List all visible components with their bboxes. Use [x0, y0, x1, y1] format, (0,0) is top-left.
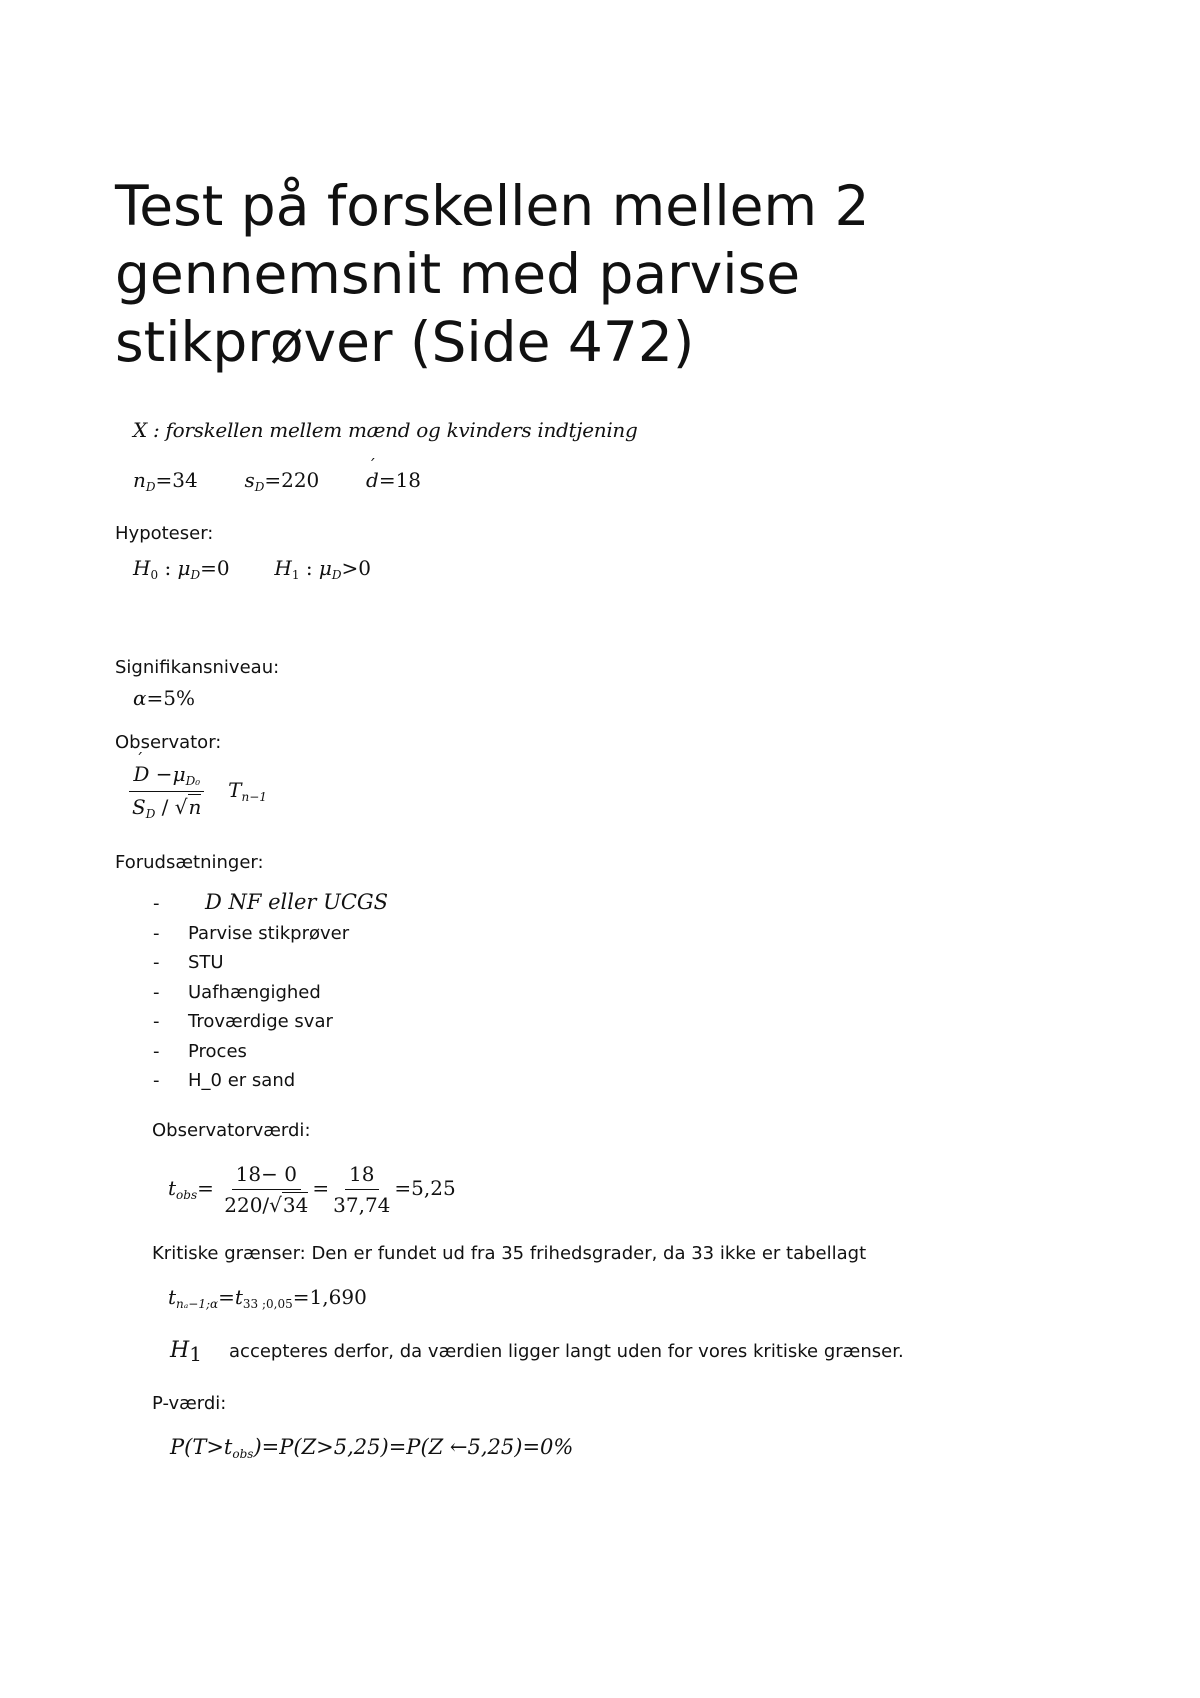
equals-sign: =	[197, 1176, 214, 1200]
fraction-two	[329, 1162, 394, 1217]
s-value: =220	[264, 468, 320, 492]
p-expr-part: )=P	[253, 1435, 294, 1459]
list-item	[153, 1070, 753, 1100]
equals-sign: =	[312, 1176, 330, 1200]
h0-symbol: H	[133, 556, 151, 580]
critical-t2-subscript: 33 ;0,05	[242, 1297, 293, 1311]
h1-symbol: H	[274, 556, 292, 580]
h0-colon: :	[158, 556, 178, 580]
conclusion-h-symbol: H	[170, 1338, 190, 1363]
variable-symbol: X	[133, 418, 147, 442]
conclusion-text: accepteres derfor, da værdien ligger langt uden for vores kritiske grænser.	[229, 1341, 904, 1362]
h1-mu: μ	[318, 556, 332, 580]
h1-relation: >0	[341, 556, 372, 580]
d-bar-symbol: ´ d	[366, 468, 379, 492]
n-subscript: D	[145, 480, 156, 494]
n-symbol: n	[133, 468, 146, 492]
h0-relation: =0	[200, 556, 230, 580]
list-item	[153, 1041, 753, 1071]
observator-radical: √	[174, 795, 188, 819]
list-item	[153, 952, 753, 982]
list-item-text: H_0 er sand	[188, 1070, 296, 1091]
critical-formula	[168, 1285, 367, 1311]
s-subscript: D	[254, 480, 265, 494]
conclusion	[170, 1338, 904, 1366]
observator-d-bar: ´ D	[133, 762, 149, 786]
critical-equals-t: =t	[218, 1285, 243, 1309]
alpha-value: =5%	[146, 686, 196, 710]
significance-heading: Signifikansniveau:	[115, 657, 280, 678]
p-expr-part: (Z ←5,25)=0%	[420, 1435, 574, 1459]
list-item	[153, 890, 753, 923]
significance-formula	[133, 686, 195, 710]
hypotheses-heading: Hypoteser:	[115, 523, 214, 544]
list-item-text: Uafhængighed	[188, 981, 321, 1003]
observator-s: S	[132, 795, 146, 819]
radical-sign: √	[269, 1193, 282, 1217]
list-dash: -	[153, 952, 160, 973]
hypotheses-formula	[133, 556, 371, 582]
page-title	[115, 172, 1115, 376]
s-symbol: s	[244, 468, 255, 492]
p-symbol: P	[170, 1435, 185, 1459]
list-item-text: D NF eller UCGS	[205, 890, 389, 914]
t-symbol: t	[168, 1176, 177, 1200]
list-item	[153, 982, 753, 1012]
list-dash: -	[153, 1070, 160, 1091]
list-item-text: Parvise stikprøver	[188, 922, 350, 944]
p-expr-subscript: obs	[232, 1447, 254, 1461]
list-item-text: Proces	[188, 1040, 247, 1062]
p-expr-part: (Z>5,25)=P	[293, 1435, 421, 1459]
list-dash: -	[153, 1040, 160, 1062]
h1-subscript: 1	[291, 568, 300, 582]
variable-definition	[133, 418, 638, 442]
observed-value-formula	[168, 1162, 456, 1217]
distribution-t: T	[228, 778, 242, 802]
distribution-df: n−1	[241, 790, 267, 804]
critical-text: Kritiske grænser: Den er fundet ud fra 35 frihedsgrader, da 33 ikke er tabellagt	[152, 1243, 867, 1264]
d-value: =18	[378, 468, 422, 492]
list-item	[153, 1011, 753, 1041]
title-line: gennemsnit med parvise	[115, 242, 801, 306]
h1-mu-subscript: D	[331, 568, 342, 582]
list-dash: -	[153, 981, 160, 1003]
title-line: stikprøver (Side 472)	[115, 310, 695, 374]
observator-formula	[128, 762, 267, 821]
n-value: =34	[155, 468, 198, 492]
observed-value-heading: Observatorværdi:	[152, 1120, 311, 1141]
sample-statistics	[133, 468, 421, 494]
alpha-symbol: α	[133, 686, 147, 710]
t-subscript: obs	[176, 1188, 198, 1202]
critical-t: t	[168, 1285, 177, 1309]
observator-fraction	[128, 762, 205, 821]
assumptions-heading: Forudsætninger:	[115, 852, 264, 873]
list-item	[153, 923, 753, 953]
title-line: Test på forskellen mellem 2	[115, 174, 870, 238]
p-expr-part: (T>t	[184, 1435, 233, 1459]
critical-result: =1,690	[292, 1285, 367, 1309]
observator-s-subscript: D	[145, 807, 156, 821]
list-item-text: STU	[188, 952, 224, 973]
observator-slash: /	[155, 795, 175, 819]
list-item-text: Troværdige svar	[188, 1011, 333, 1032]
observator-denominator	[128, 792, 205, 821]
observator-mu: μ	[172, 762, 186, 786]
observator-n: n	[188, 795, 202, 819]
conclusion-h-subscript: 1	[189, 1342, 202, 1366]
fraction-two-denominator: 37,74	[333, 1193, 391, 1217]
variable-colon: :	[146, 418, 166, 442]
list-dash: -	[153, 1011, 160, 1032]
p-value-heading: P-værdi:	[152, 1393, 227, 1414]
assumptions-list	[153, 890, 753, 1100]
fraction-one-numerator: 18− 0	[232, 1162, 301, 1190]
observator-mu-subscript: D₀	[185, 774, 201, 788]
critical-t-subscript: nₐ−1;α	[176, 1297, 219, 1311]
observed-result: =5,25	[394, 1176, 456, 1200]
observator-heading: Observator:	[115, 732, 222, 753]
p-value-formula	[170, 1435, 573, 1461]
observator-minus: −	[149, 762, 173, 786]
h0-subscript: 0	[150, 568, 159, 582]
fraction-one-den-part: 220/	[224, 1193, 270, 1217]
radicand: 34	[282, 1193, 309, 1217]
list-dash: -	[153, 893, 160, 914]
h1-colon: :	[299, 556, 319, 580]
h0-mu-subscript: D	[190, 568, 201, 582]
h0-mu: μ	[177, 556, 191, 580]
observator-numerator	[129, 762, 204, 792]
variable-description: forskellen mellem mænd og kvinders indtjening	[165, 418, 638, 442]
list-dash: -	[153, 922, 160, 944]
fraction-two-numerator: 18	[345, 1162, 378, 1190]
fraction-one	[220, 1162, 312, 1217]
fraction-one-denominator	[220, 1190, 312, 1217]
